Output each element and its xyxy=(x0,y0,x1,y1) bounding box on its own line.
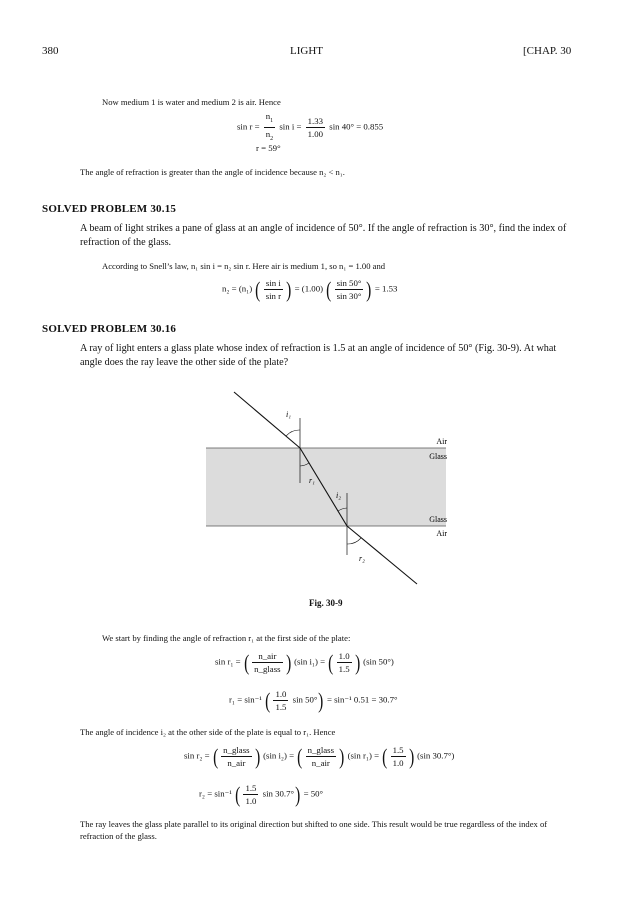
eqB-in: sin 50° xyxy=(292,694,318,705)
label-i1: i₁ xyxy=(286,410,292,419)
solution-16-line2: The angle of incidence i₂ at the other side of the plate is equal to r₁. Hence xyxy=(80,727,336,737)
eqD-lhs: r₂ = sin⁻¹ xyxy=(199,788,232,799)
eq1-den2: 1.00 xyxy=(307,128,324,139)
eqA-f2-den: 1.5 xyxy=(338,664,350,674)
eqA-f1-num: n_air xyxy=(252,650,282,663)
label-air-top: Air xyxy=(436,437,447,446)
chapter-label: [CHAP. 30 xyxy=(523,45,572,57)
eq15-mid: = (1.00) xyxy=(294,283,324,294)
eq1-den: n xyxy=(265,128,271,139)
fraction-sin50-sin30 xyxy=(335,277,364,302)
eqC-f1-num: n_glass xyxy=(223,745,250,755)
eqD-rhs: = 50° xyxy=(303,788,324,799)
eqA-f1-den: n_glass xyxy=(254,664,281,674)
eqB-f-num: 1.0 xyxy=(275,689,287,699)
eqD-f-den: 1.0 xyxy=(245,796,257,806)
intro-note: The angle of refraction is greater than the angle of incidence because n₂ < n₁. xyxy=(80,167,345,177)
equation-sin-r1: sin r₁ = ( $\frac{\text{n\_air}}{\text{n\_glass}}$ ) (sin i₁) = ( $\frac{1.0}{1.5}$ ) (sin 50°) xyxy=(215,649,394,675)
eqD-f-num: 1.5 xyxy=(245,783,257,793)
fraction-1-0-1-5 xyxy=(337,650,352,675)
fraction-133-100 xyxy=(306,115,325,140)
eq1-num2: 1.33 xyxy=(307,115,324,126)
eq15-f2-den: sin 30° xyxy=(336,291,362,301)
eq1-rhs: sin 40° = 0.855 xyxy=(329,121,384,132)
equation-r1: r₁ = sin⁻¹ ( $\frac{1.0}{1.5}$ sin 50°) = sin⁻¹ 0.51 = 30.7° xyxy=(229,687,398,713)
solution-16-line1: We start by finding the angle of refraction r₁ at the first side of the plate: xyxy=(102,633,351,643)
emergent-ray xyxy=(347,526,417,584)
eq15-f2-num: sin 50° xyxy=(336,278,362,288)
problem-15-text: A beam of light strikes a pane of glass at an angle of incidence of 50°. If the angle of refraction is 30°, find the index of refraction of the glass. xyxy=(80,223,567,248)
eqA-mid: (sin i₁) = xyxy=(294,656,326,667)
eqC-rhs: (sin 30.7°) xyxy=(417,750,455,761)
eq15-lhs: n₂ = (n₁) xyxy=(222,283,253,294)
eqC-f1-den: n_air xyxy=(227,758,246,768)
figure-caption: Fig. 30-9 xyxy=(309,598,343,608)
eqB-f-den: 1.5 xyxy=(275,702,287,712)
eq15-rhs: = 1.53 xyxy=(374,283,398,294)
arc-r2 xyxy=(347,538,361,544)
label-r2: r₂ xyxy=(359,554,365,563)
fraction-1-5-1-0 xyxy=(391,744,406,769)
eqC-f3-den: 1.0 xyxy=(392,758,404,768)
problem-16-text: A ray of light enters a glass plate whose index of refraction is 1.5 at an angle of incidence of 50° (Fig. 30-9). At what angle does the ray leave the other side of the plate? xyxy=(80,343,557,368)
eq15-f1-den: sin r xyxy=(265,291,282,301)
eq1-mid: sin i = xyxy=(279,121,302,132)
eqD-in: sin 30.7° xyxy=(262,788,295,799)
eqC-mid2: (sin r₁) = xyxy=(347,750,380,761)
label-glass-top: Glass xyxy=(429,452,447,461)
problem-15-title: SOLVED PROBLEM 30.15 xyxy=(42,203,177,215)
eqC-f2-den: n_air xyxy=(311,758,330,768)
page-number: 380 xyxy=(42,45,59,57)
eqB-lhs: r₁ = sin⁻¹ xyxy=(229,694,262,705)
eqA-rhs: (sin 50°) xyxy=(363,656,394,667)
fraction-nglass-nair-1 xyxy=(221,744,251,769)
eqC-f2-num: n_glass xyxy=(307,745,335,755)
fraction-n1-n2: $\frac{n_1}{n_2}$ xyxy=(265,111,274,142)
eqC-f3-num: 1.5 xyxy=(392,745,404,755)
incident-ray xyxy=(234,392,300,448)
label-r1: r₁ xyxy=(309,476,315,485)
intro-line: Now medium 1 is water and medium 2 is air. Hence xyxy=(102,97,281,107)
fraction-nglass-nair-2 xyxy=(306,744,336,769)
eq15-f1-num: sin i xyxy=(264,277,283,290)
equation-sin-r xyxy=(237,110,383,145)
eqA-lhs: sin r₁ = xyxy=(215,656,241,667)
eq1-lhs: sin r = xyxy=(237,121,260,132)
figure-30-9 xyxy=(200,385,460,605)
eqA-f2-num: 1.0 xyxy=(338,651,350,661)
arc-i1 xyxy=(286,430,300,436)
problem-16-title: SOLVED PROBLEM 30.16 xyxy=(42,323,177,335)
fraction-nair-nglass xyxy=(252,650,282,675)
equation-r2: r₂ = sin⁻¹ ( $\frac{1.5}{1.0}$ sin 30.7°) = 50° xyxy=(199,781,324,807)
glass-plate xyxy=(206,448,446,526)
eqB-rhs: = sin⁻¹ 0.51 = 30.7° xyxy=(326,694,398,705)
label-i2: i₂ xyxy=(336,491,342,500)
fraction-1-5-1-0-b xyxy=(243,782,258,807)
running-title: LIGHT xyxy=(290,45,323,57)
equation-r: r = 59° xyxy=(256,143,281,153)
problem-15-solution: According to Snell’s law, n₁ sin i = n₂ sin r. Here air is medium 1, so n₁ = 1.00 and xyxy=(102,261,386,271)
fraction-1-0-1-5-b xyxy=(273,688,288,713)
equation-n2: n₂ = (n₁) ( $\frac{\text{sin i}}{\text{sin r}}$ ) = (1.00) ( $\frac{\sin 50^\circ}{\sin 30^\circ}$ ) = 1.53 xyxy=(222,276,398,302)
label-air-bottom: Air xyxy=(436,529,447,538)
eqC-lhs: sin r₂ = xyxy=(184,750,210,761)
solution-16-conclusion: The ray leaves the glass plate parallel to its original direction but shifted to one side. This result would be true regardless of the index of refraction of the glass. xyxy=(80,819,548,841)
eqC-mid1: (sin i₂) = xyxy=(263,750,295,761)
equation-sin-r2: sin r₂ = ( $\frac{\text{n\_glass}}{\text{n\_air}}$ ) (sin i₂) = ( $\frac{\text{n\_glass}}{\text{n\_air}}$ ) (sin r₁) = ( $\frac{1.5}{1.0}$ ) (sin 30.7°) xyxy=(184,743,455,769)
fraction-sin-i-sin-r xyxy=(264,277,283,302)
eq1-num: n xyxy=(265,111,271,121)
label-glass-bottom: Glass xyxy=(429,515,447,524)
